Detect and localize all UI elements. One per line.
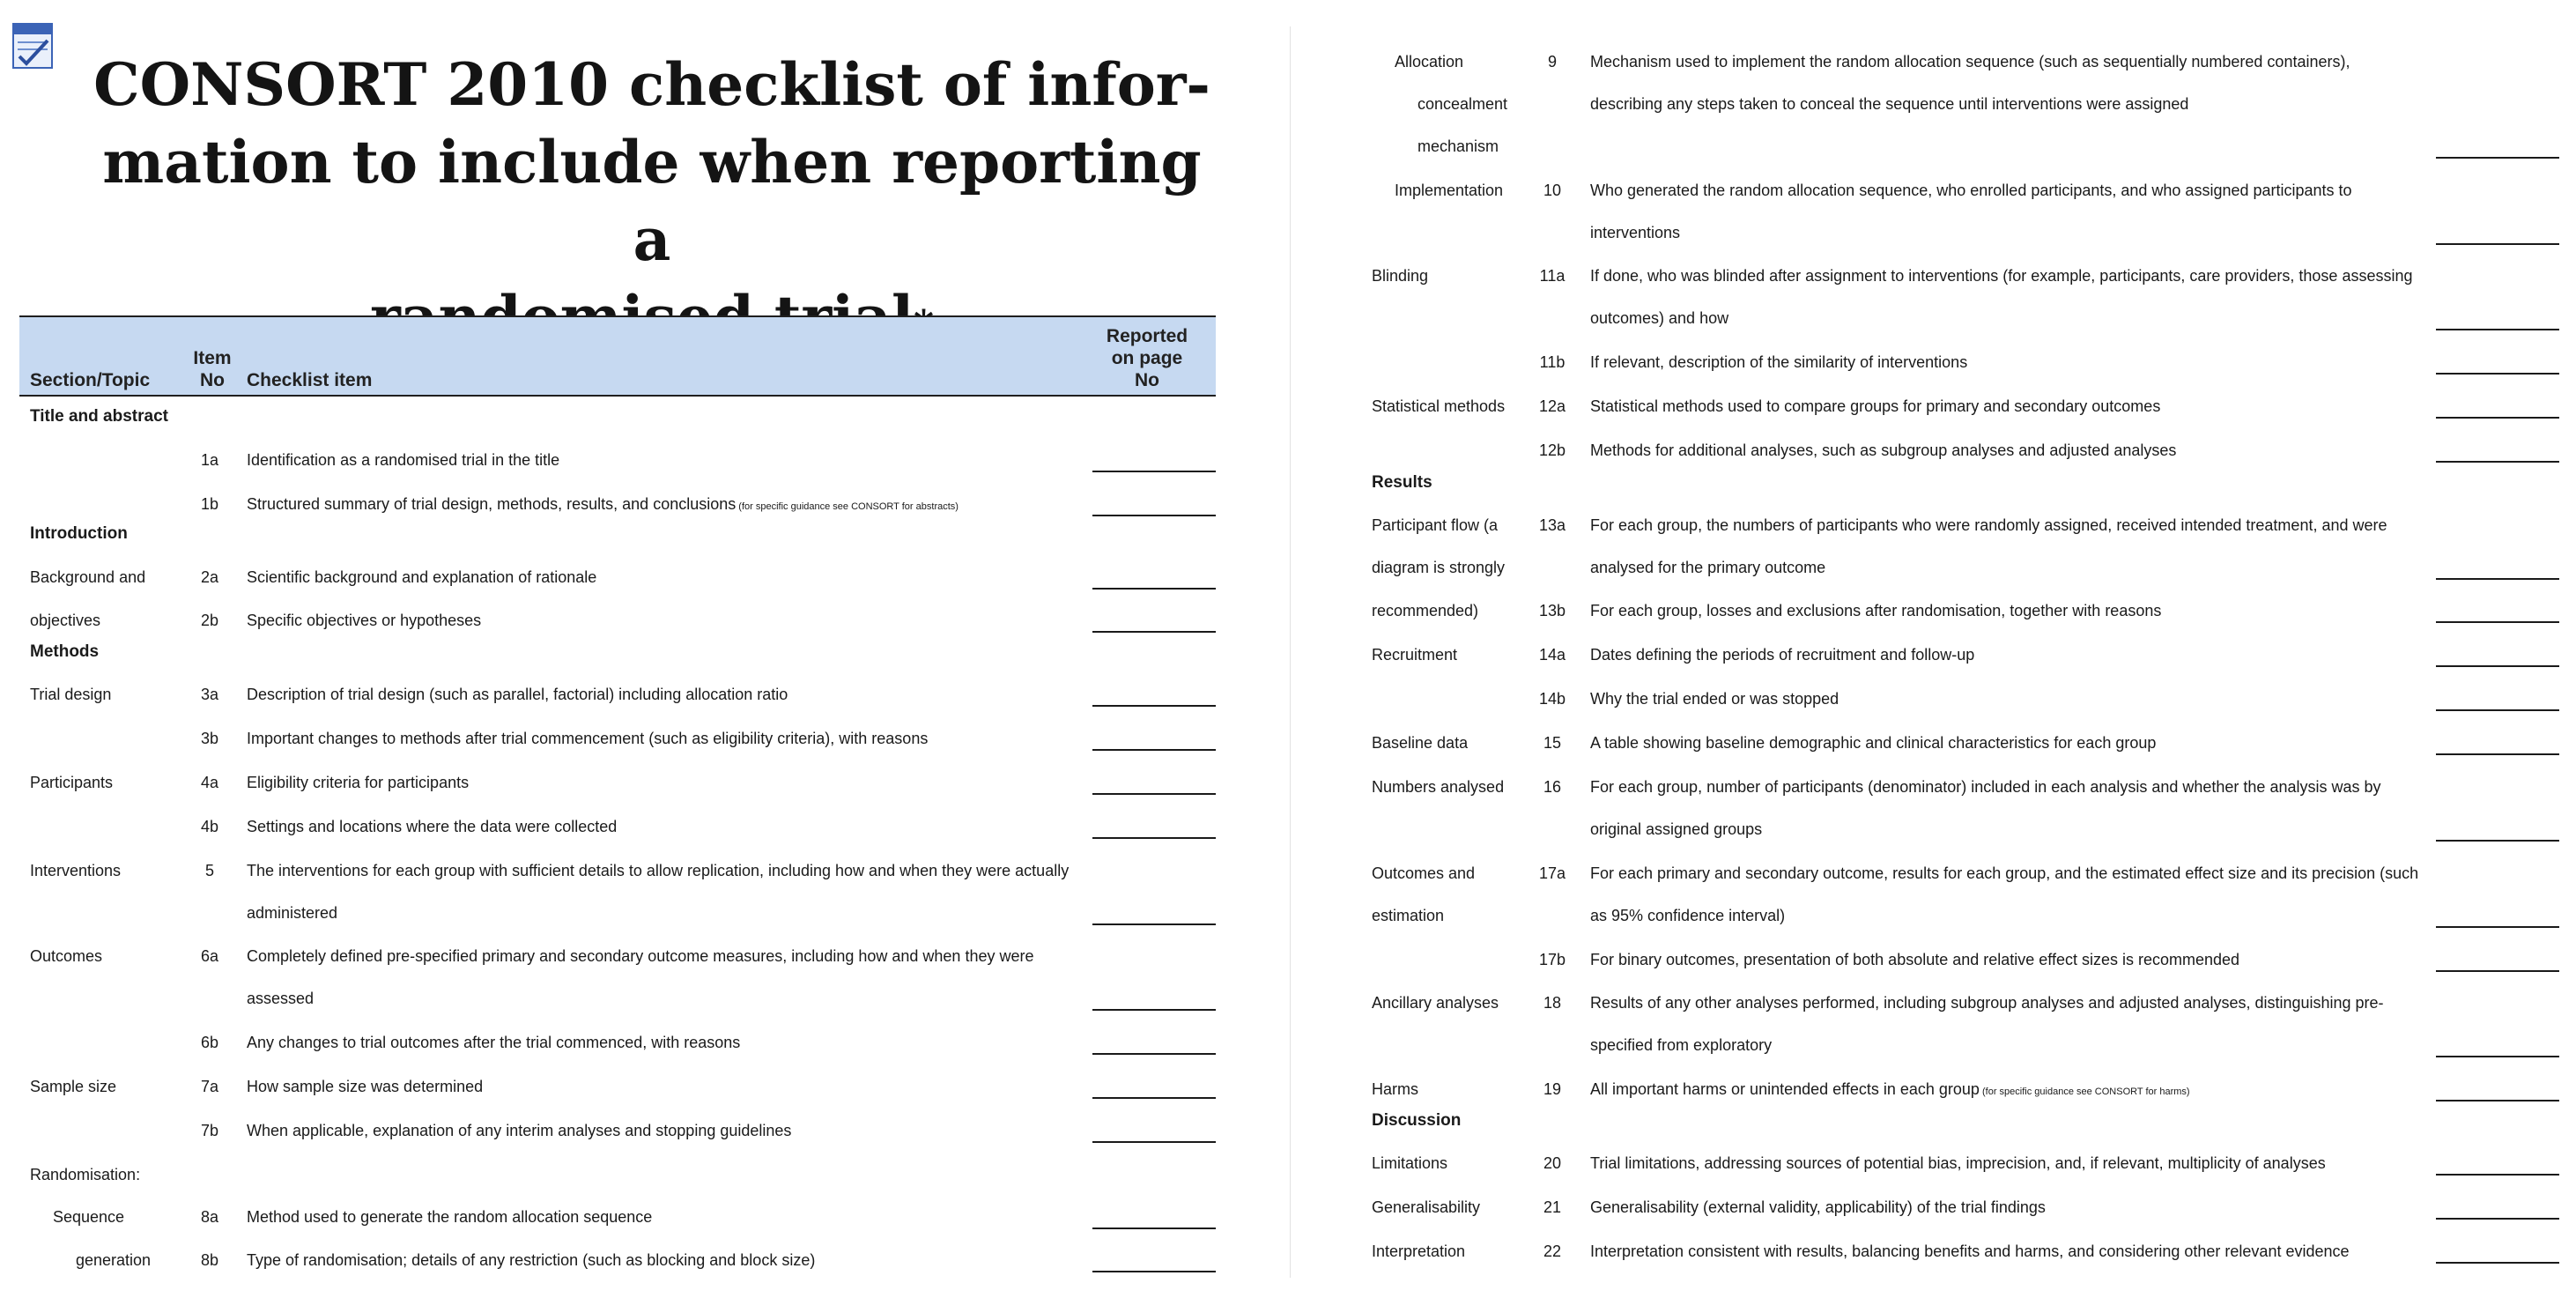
checklist-item-text: Results of any other analyses performed, including subgroup analyses and adjusted analyses, distinguishing pre-	[1590, 994, 2384, 1012]
item-number: 7b	[200, 1122, 219, 1139]
checklist-item-text: Structured summary of trial design, methods, results, and conclusions (for specific guidance see CONSORT for abstracts)	[247, 495, 959, 513]
item-number: 22	[1543, 1242, 1562, 1260]
table-row	[0, 1064, 1216, 1109]
reported-page-blank[interactable]	[1092, 923, 1216, 925]
table-row	[0, 716, 1216, 760]
item-number: 9	[1547, 53, 1557, 70]
item-number: 19	[1543, 1080, 1562, 1098]
checklist-item-text: If done, who was blinded after assignment to interventions (for example, participants, care providers, those assessing	[1590, 267, 2413, 285]
checklist-item-text: A table showing baseline demographic and clinical characteristics for each group	[1590, 734, 2157, 752]
table-row	[0, 760, 1216, 805]
guidance-note: (for specific guidance see CONSORT for abstracts)	[736, 501, 959, 512]
table-row	[0, 1153, 1216, 1197]
checklist-item-text: Generalisability (external validity, applicability) of the trial findings	[1590, 1198, 2046, 1216]
reported-page-blank[interactable]	[1092, 1097, 1216, 1099]
section-topic: Generalisability	[1372, 1198, 1481, 1216]
section-topic: diagram is strongly	[1372, 559, 1506, 576]
table-row	[0, 891, 1216, 935]
table-row	[1291, 296, 2576, 340]
section-topic: recommended)	[1372, 602, 1479, 619]
table-row	[1291, 503, 2576, 547]
item-number: 2a	[200, 568, 219, 586]
section-topic: Blinding	[1372, 267, 1429, 285]
table-row	[0, 805, 1216, 849]
checklist-item-text: Method used to generate the random allocation sequence	[247, 1208, 653, 1226]
section-topic: Baseline data	[1372, 734, 1469, 752]
section-topic: Participants	[30, 774, 114, 791]
section-topic: Participant flow (a	[1372, 516, 1499, 534]
section-topic: Sample size	[30, 1078, 117, 1095]
item-number: 11a	[1539, 267, 1566, 285]
checklist-item-text: Type of randomisation; details of any restriction (such as blocking and block size)	[247, 1251, 816, 1269]
reported-page-blank[interactable]	[1092, 1271, 1216, 1272]
item-number: 18	[1543, 994, 1562, 1012]
item-number: 10	[1543, 182, 1562, 199]
reported-page-blank[interactable]	[2436, 926, 2559, 928]
table-row	[1291, 765, 2576, 809]
table-row	[1291, 589, 2576, 633]
section-topic: Outcomes	[30, 947, 103, 965]
checklist-item-text: For binary outcomes, presentation of both absolute and relative effect sizes is recommended	[1590, 951, 2240, 968]
item-number: 11b	[1539, 353, 1566, 371]
table-row	[1291, 461, 2576, 505]
checklist-item-text: Scientific background and explanation of rationale	[247, 568, 597, 586]
table-row	[0, 1020, 1216, 1064]
table-row	[1291, 1023, 2576, 1067]
table-row	[0, 1109, 1216, 1153]
section-topic: Statistical methods	[1372, 397, 1506, 415]
table-row	[0, 630, 1216, 674]
table-row	[0, 438, 1216, 482]
item-number: 4b	[200, 818, 219, 835]
checklist-item-text: For each group, the numbers of participants who were randomly assigned, received intended treatment, and were	[1590, 516, 2387, 534]
item-number: 8b	[200, 1251, 219, 1269]
item-number: 7a	[200, 1078, 219, 1095]
reported-page-blank[interactable]	[2436, 665, 2559, 667]
item-number: 2b	[200, 612, 219, 629]
item-number: 17b	[1538, 951, 1566, 968]
reported-page-blank[interactable]	[2436, 578, 2559, 580]
reported-page-blank[interactable]	[1092, 588, 1216, 590]
item-number: 13b	[1538, 602, 1566, 619]
item-number: 17a	[1538, 864, 1566, 882]
item-number: 1a	[200, 451, 219, 469]
item-number: 21	[1543, 1198, 1562, 1216]
item-number: 4a	[200, 774, 219, 791]
item-number: 13a	[1538, 516, 1566, 534]
section-topic: Interpretation	[1372, 1242, 1466, 1260]
checklist-item-text: Trial limitations, addressing sources of potential bias, imprecision, and, if relevant, multiplicity of analyses	[1590, 1154, 2326, 1172]
checklist-item-text: If relevant, description of the similarity of interventions	[1590, 353, 1968, 371]
reported-page-blank[interactable]	[1092, 749, 1216, 751]
reported-page-blank[interactable]	[2436, 621, 2559, 623]
table-row	[0, 555, 1216, 599]
checklist-item-text: Completely defined pre-specified primary and secondary outcome measures, including how and when they were	[247, 947, 1034, 965]
right-page	[1291, 0, 2576, 1298]
section-heading: Discussion	[1372, 1111, 1462, 1130]
checklist-item-text: original assigned groups	[1590, 820, 1763, 838]
checklist-item-text: describing any steps taken to conceal the sequence until interventions were assigned	[1590, 95, 2189, 113]
table-row	[0, 512, 1216, 556]
reported-page-blank[interactable]	[2436, 709, 2559, 711]
reported-page-blank[interactable]	[2436, 373, 2559, 375]
checklist-item-text: analysed for the primary outcome	[1590, 559, 1826, 576]
reported-page-blank[interactable]	[1092, 837, 1216, 839]
checklist-item-text: Any changes to trial outcomes after the trial commenced, with reasons	[247, 1034, 741, 1051]
item-number: 3b	[200, 730, 219, 747]
table-row	[1291, 82, 2576, 126]
reported-page-blank[interactable]	[1092, 471, 1216, 472]
table-row	[0, 395, 1216, 439]
reported-page-blank[interactable]	[1092, 1228, 1216, 1229]
section-topic: mechanism	[1418, 137, 1499, 155]
item-number: 14b	[1538, 690, 1566, 708]
section-topic: Interventions	[30, 862, 122, 879]
checklist-item-text: Interpretation consistent with results, balancing benefits and harms, and considering other relevant evidence	[1590, 1242, 2350, 1260]
table-row	[1291, 384, 2576, 428]
reported-page-blank[interactable]	[1092, 705, 1216, 707]
item-number: 15	[1543, 734, 1562, 752]
item-number: 12a	[1538, 397, 1566, 415]
item-number: 3a	[200, 686, 219, 703]
reported-page-blank[interactable]	[2436, 1218, 2559, 1220]
table-row	[1291, 721, 2576, 765]
section-topic: Harms	[1372, 1080, 1418, 1098]
checklist-item-text: Specific objectives or hypotheses	[247, 612, 482, 629]
reported-page-blank[interactable]	[2436, 840, 2559, 842]
table-row	[0, 1238, 1216, 1282]
table-row	[0, 849, 1216, 893]
item-number: 12b	[1538, 441, 1566, 459]
checklist-item-text: Important changes to methods after trial commencement (such as eligibility criteria), with reasons	[247, 730, 929, 747]
section-topic: generation	[76, 1251, 152, 1269]
item-number: 14a	[1538, 646, 1566, 664]
checklist-item-text: How sample size was determined	[247, 1078, 484, 1095]
left-page	[0, 0, 1269, 1298]
checklist-item-text: Why the trial ended or was stopped	[1590, 690, 1839, 708]
reported-page-blank[interactable]	[1092, 1009, 1216, 1011]
checklist-item-text: When applicable, explanation of any interim analyses and stopping guidelines	[247, 1122, 792, 1139]
section-heading: Results	[1372, 473, 1432, 492]
table-row	[1291, 677, 2576, 721]
checklist-item-text: Settings and locations where the data were collected	[247, 818, 618, 835]
header-checklist-item: Checklist item	[247, 370, 373, 390]
table-row	[0, 976, 1216, 1020]
section-topic: Implementation	[1395, 182, 1504, 199]
checklist-item-text: The interventions for each group with sufficient details to allow replication, including how and when they were actually	[247, 862, 1070, 879]
reported-page-blank[interactable]	[1092, 1141, 1216, 1143]
checklist-item-text: Dates defining the periods of recruitment and follow-up	[1590, 646, 1975, 664]
section-topic: Sequence	[53, 1208, 125, 1226]
header-reported-page: Reported on page No	[1106, 326, 1188, 390]
checklist-item-text: For each group, losses and exclusions after randomisation, together with reasons	[1590, 602, 2162, 619]
table-row	[1291, 1229, 2576, 1273]
checklist-item-text: as 95% confidence interval)	[1590, 907, 1786, 924]
table-row	[1291, 545, 2576, 590]
consort-logo-icon	[12, 23, 53, 69]
reported-page-blank[interactable]	[2436, 753, 2559, 755]
table-row	[1291, 254, 2576, 298]
table-row	[1291, 1099, 2576, 1143]
table-row	[0, 672, 1216, 716]
section-topic: Trial design	[30, 686, 112, 703]
reported-page-blank[interactable]	[2436, 417, 2559, 419]
table-row	[1291, 633, 2576, 677]
table-header	[19, 315, 1216, 397]
reported-page-blank[interactable]	[2436, 970, 2559, 972]
table-row	[1291, 981, 2576, 1025]
header-item-no: Item No	[193, 348, 232, 390]
checklist-item-text: Mechanism used to implement the random allocation sequence (such as sequentially numbered containers),	[1590, 53, 2350, 70]
item-number: 20	[1543, 1154, 1562, 1172]
item-number: 6a	[200, 947, 219, 965]
checklist-item-text: Statistical methods used to compare groups for primary and secondary outcomes	[1590, 397, 2161, 415]
checklist-item-text: outcomes) and how	[1590, 309, 1729, 327]
section-heading: Methods	[30, 642, 100, 661]
table-row	[0, 934, 1216, 978]
section-topic: concealment	[1418, 95, 1508, 113]
table-row	[1291, 851, 2576, 895]
checklist-item-text: specified from exploratory	[1590, 1036, 1773, 1054]
item-number: 16	[1543, 778, 1562, 796]
reported-page-blank[interactable]	[2436, 243, 2559, 245]
section-topic: Ancillary analyses	[1372, 994, 1499, 1012]
reported-page-blank[interactable]	[1092, 1053, 1216, 1055]
checklist-item-text: Identification as a randomised trial in the title	[247, 451, 560, 469]
table-row	[1291, 1185, 2576, 1229]
section-topic: Background and	[30, 568, 146, 586]
section-topic: Numbers analysed	[1372, 778, 1505, 796]
section-heading: Introduction	[30, 524, 128, 543]
checklist-item-text: Who generated the random allocation sequence, who enrolled participants, and who assigned participants to	[1590, 182, 2352, 199]
checklist-item-text: Description of trial design (such as parallel, factorial) including allocation ratio	[247, 686, 788, 703]
checklist-item-text: For each primary and secondary outcome, results for each group, and the estimated effect size and its precision (such	[1590, 864, 2419, 882]
title-line-2: mation to include when reporting a	[102, 128, 1202, 274]
section-topic: estimation	[1372, 907, 1445, 924]
item-number: 6b	[200, 1034, 219, 1051]
checklist-item-text: administered	[247, 904, 338, 922]
checklist-item-text: interventions	[1590, 224, 1681, 241]
table-row	[1291, 894, 2576, 938]
section-topic: Outcomes and	[1372, 864, 1476, 882]
section-topic: objectives	[30, 612, 101, 629]
checklist-item-text: Methods for additional analyses, such as subgroup analyses and adjusted analyses	[1590, 441, 2177, 459]
reported-page-blank[interactable]	[1092, 793, 1216, 795]
item-number: 1b	[200, 495, 219, 513]
reported-page-blank[interactable]	[2436, 1056, 2559, 1057]
guidance-note: (for specific guidance see CONSORT for harms)	[1979, 1087, 2190, 1097]
table-row	[1291, 124, 2576, 168]
reported-page-blank[interactable]	[2436, 1174, 2559, 1176]
table-row	[1291, 1141, 2576, 1185]
checklist-item-text: Eligibility criteria for participants	[247, 774, 470, 791]
header-section-topic: Section/Topic	[30, 370, 151, 390]
table-row	[0, 1195, 1216, 1239]
title-line-1: CONSORT 2010 checklist of infor-	[93, 50, 1210, 119]
table-row	[1291, 807, 2576, 851]
section-topic: Recruitment	[1372, 646, 1458, 664]
item-number: 8a	[200, 1208, 219, 1226]
table-row	[1291, 340, 2576, 384]
section-topic: Randomisation:	[30, 1166, 141, 1183]
table-row	[1291, 938, 2576, 982]
section-topic: Limitations	[1372, 1154, 1448, 1172]
section-heading: Title and abstract	[30, 407, 168, 426]
table-row	[1291, 168, 2576, 212]
checklist-item-text: All important harms or unintended effects in each group (for specific guidance see CONSORT for harms)	[1590, 1080, 2190, 1098]
item-number: 5	[204, 862, 214, 879]
reported-page-blank[interactable]	[2436, 157, 2559, 159]
table-row	[1291, 211, 2576, 255]
checklist-item-text: For each group, number of participants (denominator) included in each analysis and whether the analysis was by	[1590, 778, 2381, 796]
table-row	[1291, 40, 2576, 84]
section-topic: Allocation	[1395, 53, 1464, 70]
checklist-item-text: assessed	[247, 990, 315, 1007]
reported-page-blank[interactable]	[2436, 329, 2559, 330]
reported-page-blank[interactable]	[2436, 1262, 2559, 1264]
